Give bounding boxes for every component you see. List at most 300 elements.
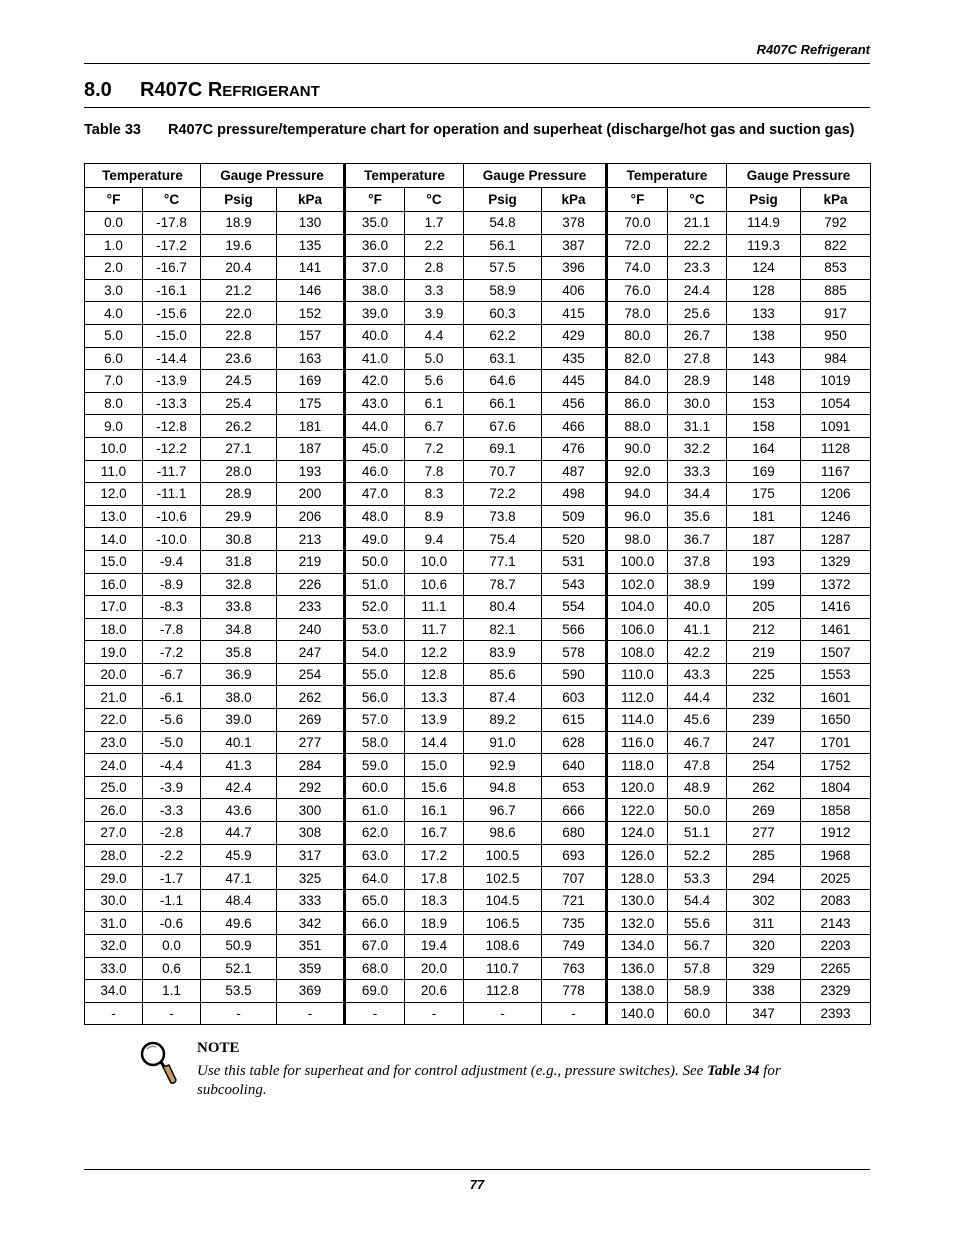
table-cell: 25.6 [668, 302, 727, 325]
table-cell: 680 [542, 822, 607, 845]
table-cell: 86.0 [607, 392, 668, 415]
table-cell: 42.0 [345, 370, 405, 393]
table-cell: 2203 [801, 935, 871, 958]
table-cell: 193 [277, 460, 345, 483]
table-cell: 163 [277, 347, 345, 370]
note-text-end: for subcooling. [197, 1063, 781, 1098]
table-cell: -7.2 [143, 641, 201, 664]
table-cell: 24.0 [85, 754, 143, 777]
note-body [197, 1062, 817, 1100]
table-cell: 7.2 [405, 437, 464, 460]
table-cell: 53.0 [345, 618, 405, 641]
table-cell: -12.2 [143, 437, 201, 460]
table-cell: 98.6 [464, 822, 542, 845]
table-cell: 157 [277, 324, 345, 347]
table-cell: 22.8 [201, 324, 277, 347]
table-cell: 2393 [801, 1002, 871, 1025]
table-cell: 138 [727, 324, 801, 347]
unit-header: °C [405, 188, 464, 212]
table-cell: 277 [277, 731, 345, 754]
table-cell: 1167 [801, 460, 871, 483]
table-cell: 100.5 [464, 844, 542, 867]
table-cell: 88.0 [607, 415, 668, 438]
table-cell: 300 [277, 799, 345, 822]
table-cell: 140.0 [607, 1002, 668, 1025]
table-cell: 55.6 [668, 912, 727, 935]
table-cell: 36.0 [345, 234, 405, 257]
table-cell: 640 [542, 754, 607, 777]
table-cell: 466 [542, 415, 607, 438]
table-cell: 69.0 [345, 980, 405, 1003]
table-cell: 41.3 [201, 754, 277, 777]
table-cell: -5.6 [143, 709, 201, 732]
table-cell: 338 [727, 980, 801, 1003]
table-cell: 49.0 [345, 528, 405, 551]
table-cell: 21.0 [85, 686, 143, 709]
group-header-row [85, 164, 871, 188]
table-cell: 20.0 [405, 957, 464, 980]
table-cell: 735 [542, 912, 607, 935]
table-row [85, 618, 871, 641]
table-cell: - [542, 1002, 607, 1025]
table-cell: 1329 [801, 550, 871, 573]
table-cell: 1601 [801, 686, 871, 709]
table-cell: 175 [277, 392, 345, 415]
table-cell: 60.0 [668, 1002, 727, 1025]
table-cell: 16.0 [85, 573, 143, 596]
table-cell: 3.9 [405, 302, 464, 325]
table-cell: 112.0 [607, 686, 668, 709]
table-cell: 32.8 [201, 573, 277, 596]
table-cell: 110.7 [464, 957, 542, 980]
table-cell: 52.0 [345, 596, 405, 619]
table-cell: 77.1 [464, 550, 542, 573]
table-cell: 1416 [801, 596, 871, 619]
table-cell: 8.3 [405, 483, 464, 506]
table-cell: 19.6 [201, 234, 277, 257]
table-cell: 23.6 [201, 347, 277, 370]
table-cell: 1054 [801, 392, 871, 415]
section-title-lead: R407C R [140, 79, 223, 101]
table-cell: 4.4 [405, 324, 464, 347]
table-cell: 247 [727, 731, 801, 754]
note-table-reference: Table 34 [707, 1063, 760, 1079]
table-cell: 3.0 [85, 279, 143, 302]
table-cell: 126.0 [607, 844, 668, 867]
table-cell: - [143, 1002, 201, 1025]
table-cell: 73.8 [464, 505, 542, 528]
table-cell: 89.2 [464, 709, 542, 732]
table-cell: 48.9 [668, 776, 727, 799]
table-cell: 317 [277, 844, 345, 867]
table-row [85, 437, 871, 460]
table-cell: 28.9 [668, 370, 727, 393]
table-cell: 29.9 [201, 505, 277, 528]
table-cell: 311 [727, 912, 801, 935]
table-cell: 520 [542, 528, 607, 551]
table-cell: 57.5 [464, 257, 542, 280]
table-cell: 82.0 [607, 347, 668, 370]
table-cell: 48.4 [201, 889, 277, 912]
table-cell: 43.0 [345, 392, 405, 415]
table-cell: 6.7 [405, 415, 464, 438]
table-cell: 45.0 [345, 437, 405, 460]
table-cell: 64.0 [345, 867, 405, 890]
table-cell: 21.1 [668, 212, 727, 235]
table-cell: 34.4 [668, 483, 727, 506]
table-cell: 30.8 [201, 528, 277, 551]
table-cell: 199 [727, 573, 801, 596]
table-cell: 554 [542, 596, 607, 619]
table-cell: 543 [542, 573, 607, 596]
table-cell: 51.1 [668, 822, 727, 845]
table-cell: 1553 [801, 663, 871, 686]
table-cell: 128 [727, 279, 801, 302]
unit-header: Psig [201, 188, 277, 212]
table-cell: 1968 [801, 844, 871, 867]
table-cell: 950 [801, 324, 871, 347]
table-cell: 1858 [801, 799, 871, 822]
table-cell: -2.8 [143, 822, 201, 845]
table-cell: 30.0 [85, 889, 143, 912]
table-cell: 181 [277, 415, 345, 438]
unit-header-row [85, 188, 871, 212]
table-cell: 23.0 [85, 731, 143, 754]
unit-header: °F [345, 188, 405, 212]
table-cell: 56.1 [464, 234, 542, 257]
table-cell: 15.6 [405, 776, 464, 799]
table-cell: 158 [727, 415, 801, 438]
table-cell: 396 [542, 257, 607, 280]
table-cell: 64.6 [464, 370, 542, 393]
table-cell: 406 [542, 279, 607, 302]
table-cell: 254 [727, 754, 801, 777]
table-cell: 10.0 [405, 550, 464, 573]
table-cell: 124 [727, 257, 801, 280]
table-cell: 1.7 [405, 212, 464, 235]
table-cell: 36.9 [201, 663, 277, 686]
footer-rule [84, 1169, 870, 1170]
table-cell: 10.6 [405, 573, 464, 596]
table-cell: 60.3 [464, 302, 542, 325]
table-cell: 476 [542, 437, 607, 460]
table-cell: -9.4 [143, 550, 201, 573]
table-cell: 164 [727, 437, 801, 460]
table-row [85, 889, 871, 912]
unit-header: Psig [727, 188, 801, 212]
table-cell: 12.2 [405, 641, 464, 664]
table-cell: 509 [542, 505, 607, 528]
table-row [85, 528, 871, 551]
table-cell: 83.9 [464, 641, 542, 664]
table-cell: 35.8 [201, 641, 277, 664]
table-row [85, 370, 871, 393]
table-cell: 22.0 [85, 709, 143, 732]
table-cell: 24.5 [201, 370, 277, 393]
table-cell: 853 [801, 257, 871, 280]
table-cell: 63.1 [464, 347, 542, 370]
table-cell: 43.3 [668, 663, 727, 686]
table-cell: 44.4 [668, 686, 727, 709]
table-cell: 114.9 [727, 212, 801, 235]
table-cell: 67.6 [464, 415, 542, 438]
table-row [85, 731, 871, 754]
table-cell: 347 [727, 1002, 801, 1025]
table-cell: 18.9 [201, 212, 277, 235]
table-cell: 247 [277, 641, 345, 664]
table-cell: 50.9 [201, 935, 277, 958]
table-cell: 72.0 [607, 234, 668, 257]
table-cell: 6.0 [85, 347, 143, 370]
table-cell: 60.0 [345, 776, 405, 799]
table-cell: 68.0 [345, 957, 405, 980]
pressure-temperature-table [84, 163, 871, 1025]
table-cell: 2.2 [405, 234, 464, 257]
table-cell: 41.0 [345, 347, 405, 370]
table-cell: 85.6 [464, 663, 542, 686]
table-cell: 277 [727, 822, 801, 845]
table-cell: 11.1 [405, 596, 464, 619]
table-cell: 87.4 [464, 686, 542, 709]
table-cell: 52.1 [201, 957, 277, 980]
table-cell: 29.0 [85, 867, 143, 890]
table-cell: 1804 [801, 776, 871, 799]
unit-header: kPa [277, 188, 345, 212]
table-cell: 37.0 [345, 257, 405, 280]
table-cell: -8.9 [143, 573, 201, 596]
table-cell: 240 [277, 618, 345, 641]
table-cell: 30.0 [668, 392, 727, 415]
table-cell: 53.3 [668, 867, 727, 890]
table-cell: 0.6 [143, 957, 201, 980]
table-cell: -16.1 [143, 279, 201, 302]
table-row [85, 822, 871, 845]
unit-header: °C [143, 188, 201, 212]
unit-header: kPa [801, 188, 871, 212]
table-cell: 20.6 [405, 980, 464, 1003]
table-cell: 106.5 [464, 912, 542, 935]
table-cell: -13.3 [143, 392, 201, 415]
table-cell: 13.0 [85, 505, 143, 528]
table-cell: 152 [277, 302, 345, 325]
table-cell: 50.0 [668, 799, 727, 822]
table-cell: 2143 [801, 912, 871, 935]
table-cell: 19.0 [85, 641, 143, 664]
table-cell: 822 [801, 234, 871, 257]
table-cell: 17.0 [85, 596, 143, 619]
table-cell: 122.0 [607, 799, 668, 822]
table-cell: 1019 [801, 370, 871, 393]
table-cell: - [277, 1002, 345, 1025]
table-cell: 25.0 [85, 776, 143, 799]
table-cell: 92.9 [464, 754, 542, 777]
table-cell: 62.2 [464, 324, 542, 347]
table-cell: 58.9 [464, 279, 542, 302]
table-cell: 2083 [801, 889, 871, 912]
table-cell: 302 [727, 889, 801, 912]
table-cell: -16.7 [143, 257, 201, 280]
table-row [85, 686, 871, 709]
temperature-group-header: Temperature [607, 164, 727, 188]
temperature-group-header: Temperature [85, 164, 201, 188]
table-cell: 749 [542, 935, 607, 958]
magnifier-icon [138, 1040, 178, 1086]
table-cell: 1372 [801, 573, 871, 596]
table-cell: 262 [727, 776, 801, 799]
table-cell: 187 [727, 528, 801, 551]
table-cell: 65.0 [345, 889, 405, 912]
page-number: 77 [469, 1177, 485, 1192]
table-cell: 885 [801, 279, 871, 302]
table-cell: 369 [277, 980, 345, 1003]
table-cell: - [464, 1002, 542, 1025]
table-cell: 66.0 [345, 912, 405, 935]
table-row [85, 799, 871, 822]
table-cell: 26.7 [668, 324, 727, 347]
table-cell: 20.0 [85, 663, 143, 686]
table-cell: 36.7 [668, 528, 727, 551]
table-cell: 603 [542, 686, 607, 709]
table-cell: 44.7 [201, 822, 277, 845]
unit-header: °F [607, 188, 668, 212]
table-cell: - [201, 1002, 277, 1025]
table-cell: 47.8 [668, 754, 727, 777]
table-cell: 14.4 [405, 731, 464, 754]
table-cell: 1206 [801, 483, 871, 506]
table-caption [84, 121, 870, 139]
table-cell: 2025 [801, 867, 871, 890]
table-cell: 9.0 [85, 415, 143, 438]
gauge-pressure-group-header: Gauge Pressure [464, 164, 607, 188]
table-cell: 1507 [801, 641, 871, 664]
table-cell: 37.8 [668, 550, 727, 573]
table-cell: 285 [727, 844, 801, 867]
table-row [85, 596, 871, 619]
table-cell: - [345, 1002, 405, 1025]
table-cell: 63.0 [345, 844, 405, 867]
table-cell: 148 [727, 370, 801, 393]
note-text-start: Use this table for superheat and for control adjustment (e.g., pressure switches). See [197, 1063, 708, 1079]
table-cell: 292 [277, 776, 345, 799]
table-cell: 43.6 [201, 799, 277, 822]
table-cell: 104.0 [607, 596, 668, 619]
table-cell: 18.0 [85, 618, 143, 641]
table-row [85, 392, 871, 415]
table-cell: 219 [277, 550, 345, 573]
table-cell: -14.4 [143, 347, 201, 370]
table-cell: 42.4 [201, 776, 277, 799]
table-cell: 1461 [801, 618, 871, 641]
table-cell: -6.1 [143, 686, 201, 709]
table-cell: 55.0 [345, 663, 405, 686]
table-cell: 46.7 [668, 731, 727, 754]
table-row [85, 957, 871, 980]
table-cell: -1.1 [143, 889, 201, 912]
table-cell: 2265 [801, 957, 871, 980]
table-cell: 415 [542, 302, 607, 325]
table-cell: - [405, 1002, 464, 1025]
section-title-smallcaps: EFRIGERANT [222, 83, 320, 100]
table-cell: 1752 [801, 754, 871, 777]
table-cell: 320 [727, 935, 801, 958]
table-cell: 56.0 [345, 686, 405, 709]
section-title [84, 79, 320, 102]
table-cell: 26.2 [201, 415, 277, 438]
table-cell: 47.0 [345, 483, 405, 506]
table-cell: 5.6 [405, 370, 464, 393]
table-cell: 116.0 [607, 731, 668, 754]
table-cell: 27.1 [201, 437, 277, 460]
table-cell: 487 [542, 460, 607, 483]
temperature-group-header: Temperature [345, 164, 464, 188]
table-row [85, 935, 871, 958]
table-cell: 20.4 [201, 257, 277, 280]
table-cell: 28.0 [85, 844, 143, 867]
table-cell: 57.0 [345, 709, 405, 732]
table-row [85, 460, 871, 483]
table-cell: 169 [727, 460, 801, 483]
table-row [85, 324, 871, 347]
header-rule [84, 63, 870, 64]
table-cell: 666 [542, 799, 607, 822]
table-cell: 38.0 [345, 279, 405, 302]
table-cell: 35.6 [668, 505, 727, 528]
table-cell: 78.7 [464, 573, 542, 596]
table-cell: 53.5 [201, 980, 277, 1003]
table-cell: 351 [277, 935, 345, 958]
table-cell: 39.0 [345, 302, 405, 325]
table-cell: 18.3 [405, 889, 464, 912]
title-rule [84, 107, 870, 108]
table-cell: 531 [542, 550, 607, 573]
table-cell: 80.0 [607, 324, 668, 347]
table-cell: 50.0 [345, 550, 405, 573]
table-row [85, 1002, 871, 1025]
table-cell: 7.8 [405, 460, 464, 483]
table-cell: 70.7 [464, 460, 542, 483]
table-cell: 135 [277, 234, 345, 257]
table-cell: 792 [801, 212, 871, 235]
table-cell: -13.9 [143, 370, 201, 393]
table-cell: 98.0 [607, 528, 668, 551]
table-cell: 262 [277, 686, 345, 709]
table-cell: 31.0 [85, 912, 143, 935]
unit-header: °C [668, 188, 727, 212]
table-cell: 232 [727, 686, 801, 709]
table-cell: 52.2 [668, 844, 727, 867]
table-cell: 44.0 [345, 415, 405, 438]
table-cell: 57.8 [668, 957, 727, 980]
table-cell: 12.8 [405, 663, 464, 686]
table-cell: 0.0 [143, 935, 201, 958]
table-cell: 130 [277, 212, 345, 235]
table-cell: -10.6 [143, 505, 201, 528]
table-cell: 34.0 [85, 980, 143, 1003]
table-cell: 181 [727, 505, 801, 528]
table-cell: 325 [277, 867, 345, 890]
table-cell: 169 [277, 370, 345, 393]
table-cell: 31.1 [668, 415, 727, 438]
table-cell: 707 [542, 867, 607, 890]
table-cell: 141 [277, 257, 345, 280]
table-cell: 78.0 [607, 302, 668, 325]
table-cell: 110.0 [607, 663, 668, 686]
table-cell: 74.0 [607, 257, 668, 280]
table-row [85, 573, 871, 596]
table-cell: 1128 [801, 437, 871, 460]
table-cell: 21.2 [201, 279, 277, 302]
table-cell: 205 [727, 596, 801, 619]
